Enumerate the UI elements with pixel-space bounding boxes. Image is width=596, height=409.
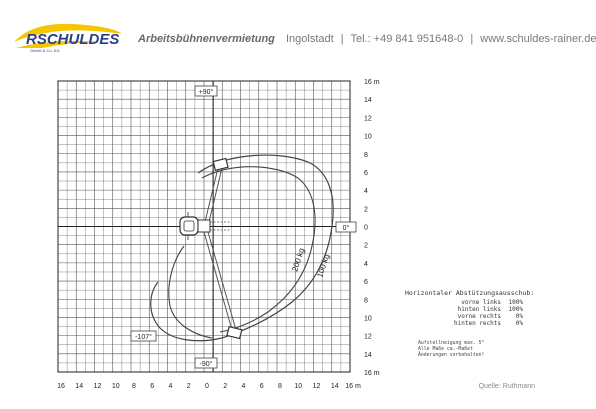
label-left-down — [131, 331, 156, 341]
label-up — [195, 86, 217, 96]
x-tick-label: 12 — [312, 383, 321, 390]
x-tick-label: 8 — [132, 383, 136, 390]
source-credit: Quelle: Ruthmann — [478, 383, 535, 390]
y-tick-label: 14 — [364, 97, 372, 105]
note-line: Änderungen vorbehalten! — [418, 353, 485, 358]
service-title: Arbeitsbühnenvermietung — [138, 33, 275, 45]
website-link[interactable]: www.schuldes-rainer.de — [480, 33, 596, 45]
x-tick-label: 4 — [241, 383, 246, 390]
legend-row: hinten rechts 0% — [454, 320, 523, 327]
label-down — [195, 358, 217, 368]
phone: Tel.: +49 841 951648-0 — [350, 33, 464, 45]
y-tick-label: 4 — [364, 188, 368, 196]
y-tick-label: 2 — [364, 206, 368, 214]
x-tick-label: 2 — [223, 383, 228, 390]
city: Ingolstadt — [285, 33, 334, 45]
working-envelope — [151, 155, 333, 341]
x-tick-label: 0 — [205, 383, 209, 390]
angle-label-right: 0° — [342, 225, 350, 232]
y-tick-label: 12 — [364, 115, 372, 123]
lower-left-envelope — [169, 246, 212, 338]
separator: | — [470, 33, 474, 45]
separator: | — [340, 33, 344, 45]
y-tick-label: 16 m — [364, 370, 380, 377]
outer-envelope-100kg — [151, 155, 333, 341]
x-axis-labels — [57, 383, 361, 390]
logo-text: RSCHULDES — [26, 31, 120, 48]
lower-platform — [227, 327, 242, 339]
y-tick-label: 14 — [364, 351, 372, 359]
x-tick-label: 6 — [259, 383, 264, 390]
x-tick-label: 10 — [294, 383, 303, 390]
legend-row: vorne rechts 0% — [457, 313, 523, 320]
legend-title: Horizontaler Abstützungsausschub: — [405, 289, 535, 297]
x-tick-label: 14 — [330, 383, 339, 390]
x-tick-label: 4 — [168, 383, 173, 390]
load-label-200: 200 kg — [290, 246, 307, 273]
angle-label-left-down: -107° — [135, 334, 152, 341]
y-tick-label: 8 — [364, 151, 368, 159]
x-tick-label: 16 — [57, 383, 65, 390]
y-tick-label: 4 — [364, 260, 368, 268]
y-tick-label: 0 — [364, 224, 368, 232]
legend-row: hinten links 100% — [457, 306, 523, 313]
label-right — [336, 222, 356, 232]
note-line: Aufstellneigung max. 5° — [418, 341, 485, 346]
x-tick-label: 16 m — [345, 383, 361, 390]
y-tick-label: 10 — [364, 133, 372, 141]
y-tick-label: 12 — [364, 333, 372, 341]
x-tick-label: 12 — [93, 383, 102, 390]
y-tick-label: 10 — [364, 315, 372, 323]
x-tick-label: 2 — [186, 383, 191, 390]
note-line: Alle Maße ca.-Maßet — [418, 347, 473, 352]
angle-label-down: -90° — [199, 361, 213, 368]
y-tick-label: 8 — [364, 297, 368, 305]
y-tick-label: 6 — [364, 279, 368, 287]
load-label-100: 100 kg — [315, 252, 332, 279]
legend-row: vorne links 100% — [461, 299, 523, 306]
x-tick-label: 14 — [75, 383, 84, 390]
footnotes — [418, 341, 484, 359]
x-tick-label: 6 — [150, 383, 155, 390]
angle-label-up: +90° — [198, 89, 214, 96]
y-tick-label: 2 — [364, 242, 368, 250]
y-axis-labels — [364, 79, 380, 377]
y-tick-label: 16 m — [364, 79, 380, 86]
x-tick-label: 10 — [111, 383, 120, 390]
logo-subtext: GmbH & Co. KG — [30, 48, 60, 53]
x-tick-label: 8 — [278, 383, 282, 390]
upper-platform — [213, 158, 228, 170]
legend-box — [405, 289, 537, 327]
y-tick-label: 6 — [364, 169, 368, 177]
